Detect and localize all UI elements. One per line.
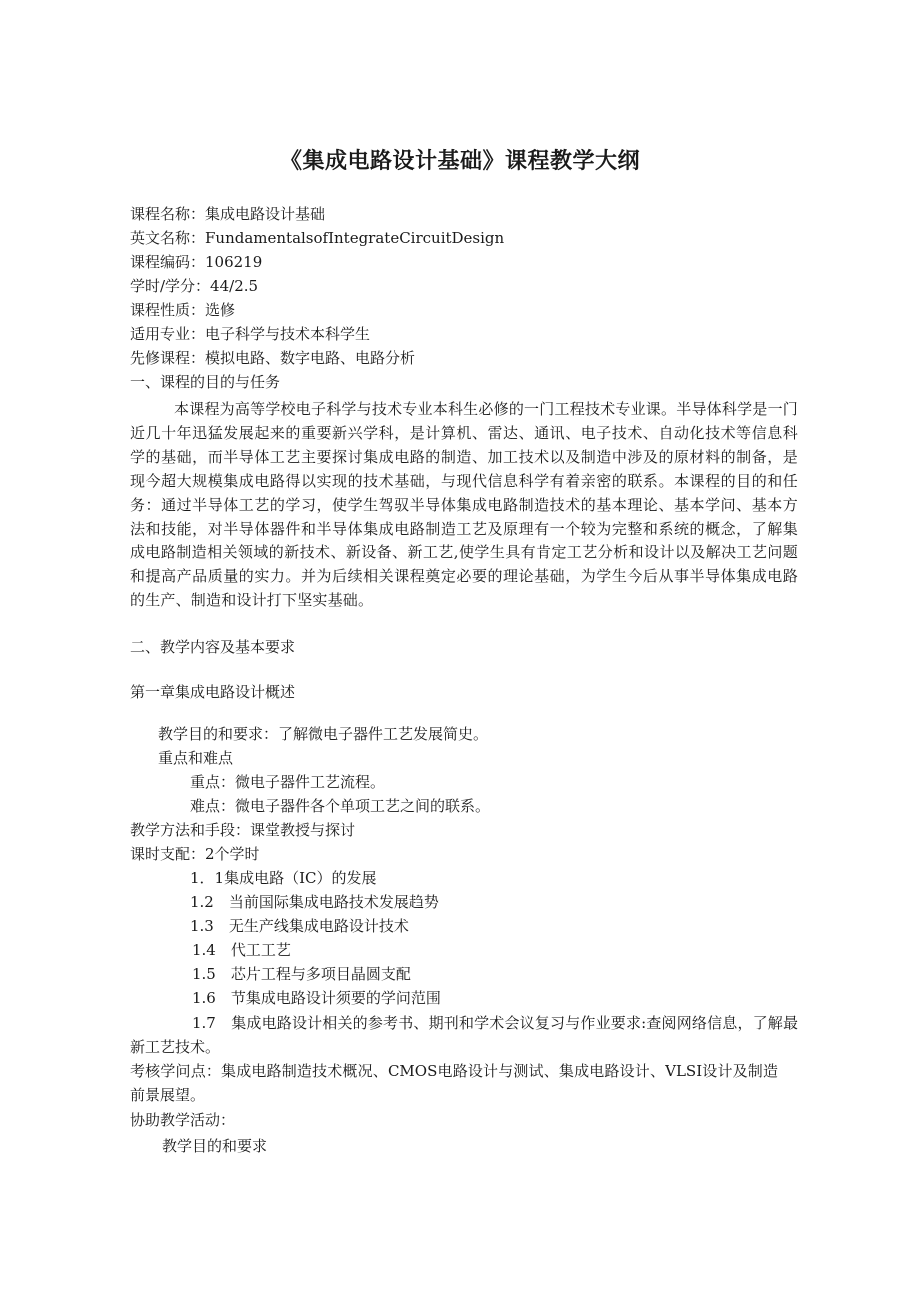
course-name: 课程名称：集成电路设计基础: [130, 205, 326, 223]
chapter-1-heading: 第一章集成电路设计概述: [130, 683, 296, 701]
key-point: 重点：微电子器件工艺流程。: [190, 773, 386, 791]
teaching-methods: 教学方法和手段：课堂教授与探讨: [130, 821, 356, 839]
applicable-major: 适用专业：电子科学与技术本科学生: [130, 325, 371, 343]
chapter-1-objective: 教学目的和要求：了解微电子器件工艺发展简史。: [158, 725, 489, 743]
prerequisite-courses: 先修课程：模拟电路、数字电路、电路分析: [130, 349, 416, 367]
assist-activity: 协助教学活动：: [130, 1111, 236, 1129]
hours-credits: 学时/学分：44/2.5: [130, 277, 259, 295]
section-1-heading: 一、课程的目的与任务: [130, 373, 281, 391]
list-item: 1.3 无生产线集成电路设计技术: [190, 917, 409, 935]
section-2-heading: 二、教学内容及基本要求: [130, 638, 296, 656]
list-item: 1.7 集成电路设计相关的参考书、期刊和学术会议复习与作业要求:查阅网络信息，了解最新工艺技术。: [130, 1014, 798, 1056]
page-title: 《集成电路设计基础》课程教学大纲: [279, 149, 640, 174]
section-1-paragraph: 本课程为高等学校电子科学与技术专业本科生必修的一门工程技术专业课。半导体科学是一门近几十年迅猛发展起来的重要新兴学科，是计算机、雷达、通讯、电子技术、自动化技术等信息科学的基础，而半导体工艺主要探讨集成电路的制造、加工技术以及制造中涉及的原材料的制备，是现今超大规模集成电路得以实现的技术基础，与现代信息科学有着亲密的联系。本课程的目的和任务：通过半导体工艺的学习，使学生驾驭半导体集成电路制造技术的基本理论、基本学问、基本方法和技能，对半导体器件和半导体集成电路制造工艺及原理有一个较为完整和系统的概念，了解集成电路制造相关领域的新技术、新设备、新工艺,使学生具有肯定工艺分析和设计以及解决工艺问题和提高产品质量的实力。并为后续相关课程奠定必要的理论基础，为学生今后从事半导体集成电路的生产、制造和设计打下坚实基础。: [130, 400, 798, 610]
list-item: 1.2 当前国际集成电路技术发展趋势: [190, 893, 439, 911]
list-item: 1．1集成电路（IC）的发展: [190, 869, 377, 887]
key-points-heading: 重点和难点: [158, 749, 234, 767]
list-item: 1.6 节集成电路设计须要的学问范围: [192, 989, 441, 1007]
list-item: 1.5 芯片工程与多项目晶圆支配: [192, 965, 411, 983]
chapter-1-objective-2: 教学目的和要求: [162, 1137, 268, 1155]
exam-points: 考核学问点：集成电路制造技术概况、CMOS电路设计与测试、集成电路设计、VLSI设计及制造前景展望。: [130, 1062, 778, 1104]
course-code: 课程编码：106219: [130, 253, 263, 271]
class-hours: 课时支配：2个学时: [130, 845, 260, 863]
list-item: 1.4 代工工艺: [192, 941, 291, 959]
course-type: 课程性质：选修: [130, 301, 236, 319]
english-name: 英文名称：FundamentalsofIntegrateCircuitDesign: [130, 229, 505, 247]
difficulty-point: 难点：微电子器件各个单项工艺之间的联系。: [190, 797, 491, 815]
